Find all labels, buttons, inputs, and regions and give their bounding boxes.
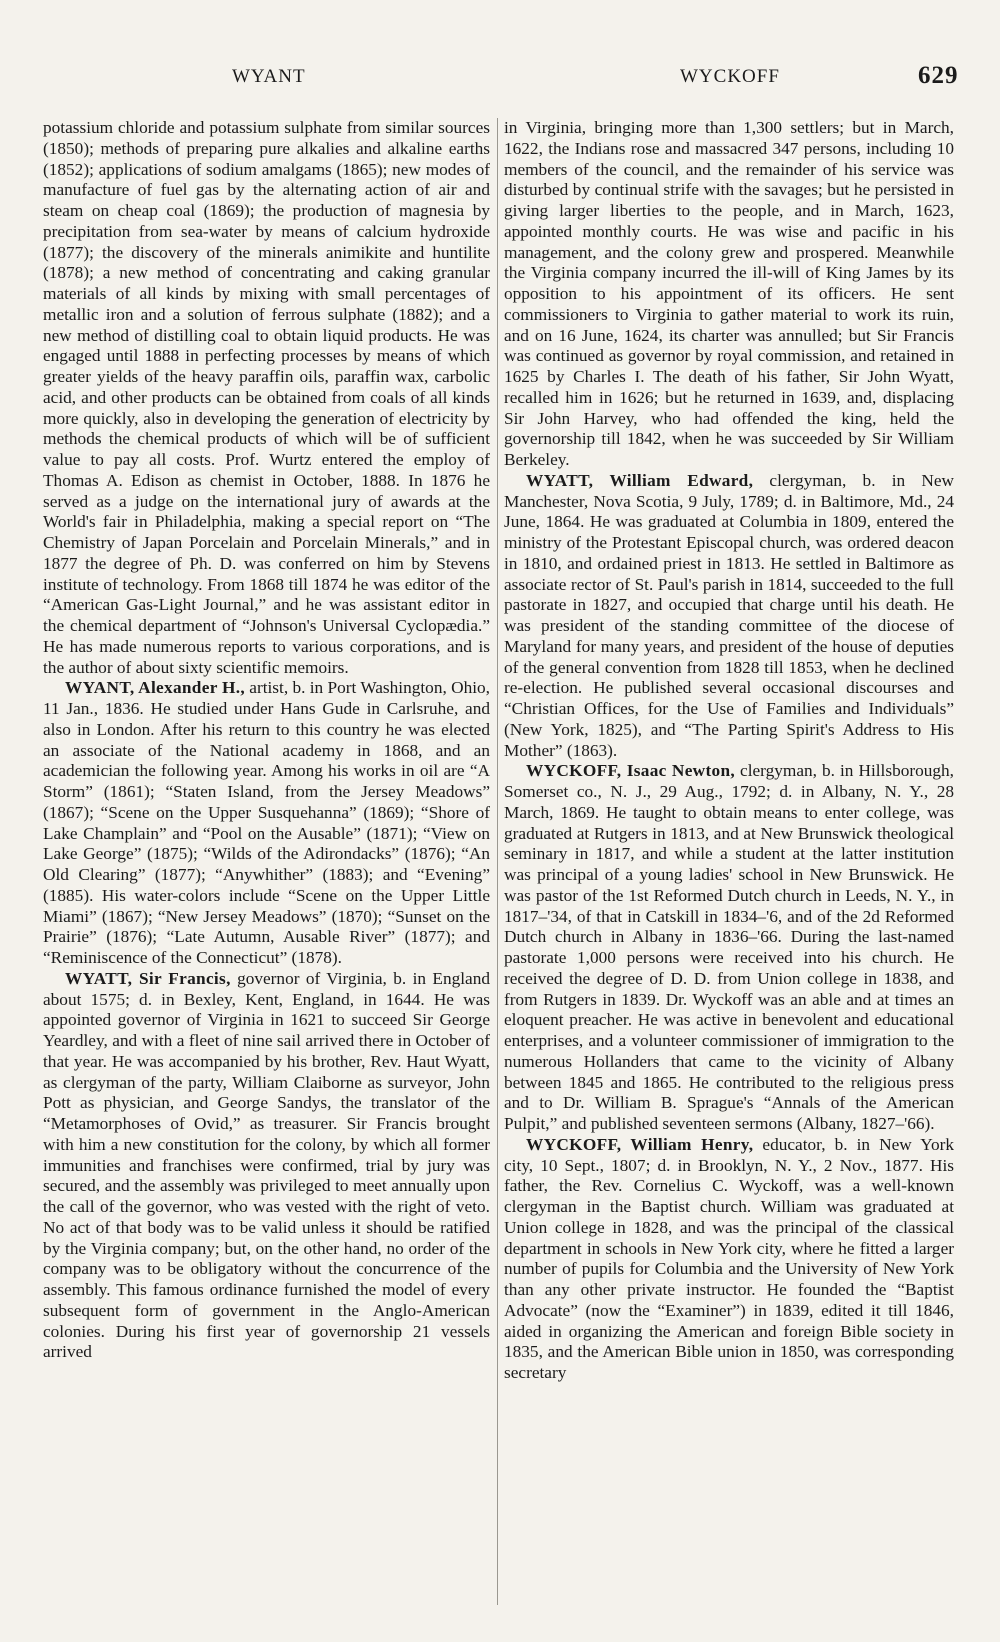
right-column — [504, 118, 954, 1618]
running-head-left: WYANT — [232, 66, 306, 87]
entry-headword: WYCKOFF, William Henry, — [526, 1134, 754, 1154]
entry-headword: WYANT, Alexander H., — [65, 678, 245, 698]
entry-body: educator, b. in New York city, 10 Sept., 1807; d. in Brooklyn, N. Y., 2 Nov., 1877. His father, the Rev. Cornelius C. Wyckoff, was a well-known clergyman in the Baptist church. William was graduated at Union college in 1828, and was the principal of the classical department in schools in New York city, where he fitted a larger number of pupils for Columbia and the University of New York than any other private instructor. He founded the “Baptist Advocate” (now the “Examiner”) in 1839, edited it till 1846, aided in organizing the American and foreign Bible society in 1835, and the American Bible union in 1850, was corresponding secretary — [504, 1134, 954, 1382]
entry-wyant-alexander — [43, 678, 490, 969]
entry-body: clergyman, b. in New Manchester, Nova Scotia, 9 July, 1789; d. in Baltimore, Md., 24 June, 1864. He was graduated at Columbia in 1809, entered the ministry of the Protestant Episcopal church, was ordered deacon in 1810, and ordained priest in 1813. He settled in Baltimore as associate rector of St. Paul's parish in 1814, succeeded to the full pastorate in 1827, and occupied that charge until his death. He was president of the standing committee of the diocese of Maryland for many years, and president of the house of deputies of the general convention from 1828 till 1853, when he declined re-election. He published several occasional discourses and “Christian Offices, for the Use of Families and Individuals” (New York, 1825), and “The Parting Spirit's Address to His Mother” (1863). — [504, 470, 954, 760]
left-column — [43, 118, 490, 1618]
entry-headword: WYATT, William Edward, — [526, 470, 754, 490]
continued-paragraph: potassium chloride and potassium sulphate from similar sources (1850); methods of preparing pure alkalies and alkaline earths (1852); applications of sodium amalgams (1865); new modes of manufacture of fuel gas by the alternating action of air and steam on cheap coal (1869); the production of magnesia by precipitation from sea-water by means of calcium hydroxide (1877); the discovery of the minerals animikite and huntilite (1878); a new method of concentrating and caking granular materials of all kinds by mixing with small percentages of metallic iron and a solution of ferrous sulphate (1882); and a new method of distilling coal to obtain liquid products. He was engaged until 1888 in perfecting processes by means of which greater yields of the heavy paraffin oils, paraffin wax, carbolic acid, and other products can be obtained from coals of all kinds more quickly, also in developing the generation of electricity by methods the chemical products of which will be of sufficient value to pay all costs. Prof. Wurtz entered the employ of Thomas A. Edison as chemist in October, 1888. In 1876 he served as a judge on the international jury of awards at the World's fair in Philadelphia, making a special report on “The Chemistry of Japan Porcelain and Porcelain Minerals,” and in 1877 the degree of Ph. D. was conferred on him by Stevens institute of technology. From 1868 till 1874 he was editor of the “American Gas-Light Journal,” and he was assistant editor in the chemical department of “Johnson's Universal Cyclopædia.” He has made numerous reports to various corporations, and is the author of about sixty scientific memoirs. — [43, 118, 490, 677]
entry-body: clergyman, b. in Hillsborough, Somerset co., N. J., 29 Aug., 1792; d. in Albany, N. Y., 28 March, 1869. He taught to obtain means to enter college, was graduated at Rutgers in 1813, and at New Brunswick theological seminary in 1817, and while a student at the latter institution was principal of a young ladies' school in New Brunswick. He was pastor of the 1st Reformed Dutch church in Leeds, N. Y., in 1817–'34, of that in Catskill in 1834–'6, and of the 2d Reformed Dutch church in Albany in 1836–'66. During the last-named pastorate 1,000 persons were received into his church. He received the degree of D. D. from Union college in 1838, and from Rutgers in 1839. Dr. Wyckoff was an able and at times an eloquent preacher. He was active in benevolent and educational enterprises, and a volunteer commissioner of immigration to the numerous Hollanders that came to the vicinity of Albany between 1845 and 1865. He contributed to the religious press and to Dr. William B. Sprague's “Annals of the American Pulpit,” and published seventeen sermons (Albany, 1827–'66). — [504, 761, 954, 1133]
page-number: 629 — [918, 62, 959, 89]
entry-wyckoff-william — [504, 1135, 954, 1384]
entry-wyckoff-isaac — [504, 761, 954, 1135]
entry-headword: WYCKOFF, Isaac Newton, — [526, 761, 735, 781]
entry-body: governor of Virginia, b. in England about 1575; d. in Bexley, Kent, England, in 1644. He was appointed governor of Virginia in 1621 to succeed Sir George Yeardley, and with a fleet of nine sail arrived there in October of that year. He was accompanied by his brother, Rev. Haut Wyatt, as clergyman of the party, William Claiborne as surveyor, John Pott as physician, and George Sandys, the translator of the “Metamorphoses of Ovid,” as treasurer. Sir Francis brought with him a new constitution for the colony, by which all former immunities and franchises were confirmed, trial by jury was secured, and the assembly was privileged to meet annually upon the call of the governor, who was vested with the right of veto. No act of that body was to be valid unless it should be ratified by the Virginia company; but, on the other hand, no order of the company was to be obligatory without the concurrence of the assembly. This famous ordinance furnished the model of every subsequent form of government in the Anglo-American colonies. During his first year of governorship 21 vessels arrived — [43, 968, 490, 1362]
column-divider — [497, 118, 498, 1605]
entry-wyatt-william — [504, 471, 954, 762]
entry-wyatt-francis — [43, 969, 490, 1363]
entry-body: artist, b. in Port Washington, Ohio, 11 Jan., 1836. He studied under Hans Gude in Carlsruhe, and also in London. After his return to this country he was elected an associate of the National academy in 1868, and an academician the following year. Among his works in oil are “A Storm” (1861); “Staten Island, from the Jersey Meadows” (1867); “Scene on the Upper Susquehanna” (1869); “Shore of Lake Champlain” and “Pool on the Ausable” (1871); “View on Lake George” (1875); “Wilds of the Adirondacks” (1876); “An Old Clearing” (1877); “Anywhither” (1883); and “Evening” (1885). His water-colors include “Scene on the Upper Little Miami” (1867); “New Jersey Meadows” (1870); “Sunset on the Prairie” (1876); “Late Autumn, Ausable River” (1877); and “Reminiscence of the Connecticut” (1878). — [43, 678, 490, 967]
running-head-right: WYCKOFF — [680, 66, 780, 87]
entry-headword: WYATT, Sir Francis, — [65, 968, 231, 988]
page-header — [0, 62, 1000, 96]
continued-paragraph: in Virginia, bringing more than 1,300 settlers; but in March, 1622, the Indians rose and massacred 347 persons, including 10 members of the council, and the remainder of his service was disturbed by continual strife with the savages; but he persisted in giving larger liberties to the people, and in March, 1623, appointed monthly courts. He was wise and pacific in his management, and the colony grew and prospered. Meanwhile the Virginia company incurred the ill-will of King James by its opposition to his appointment of its officers. He sent commissioners to Virginia to gather material to work its ruin, and on 16 June, 1624, its charter was annulled; but Sir Francis was continued as governor by royal commission, and retained in 1625 by Charles I. The death of his father, Sir John Wyatt, recalled him in 1626; but he returned in 1639, and, displacing Sir John Harvey, who had offended the king, held the governorship till 1842, when he was succeeded by Sir William Berkeley. — [504, 118, 954, 469]
